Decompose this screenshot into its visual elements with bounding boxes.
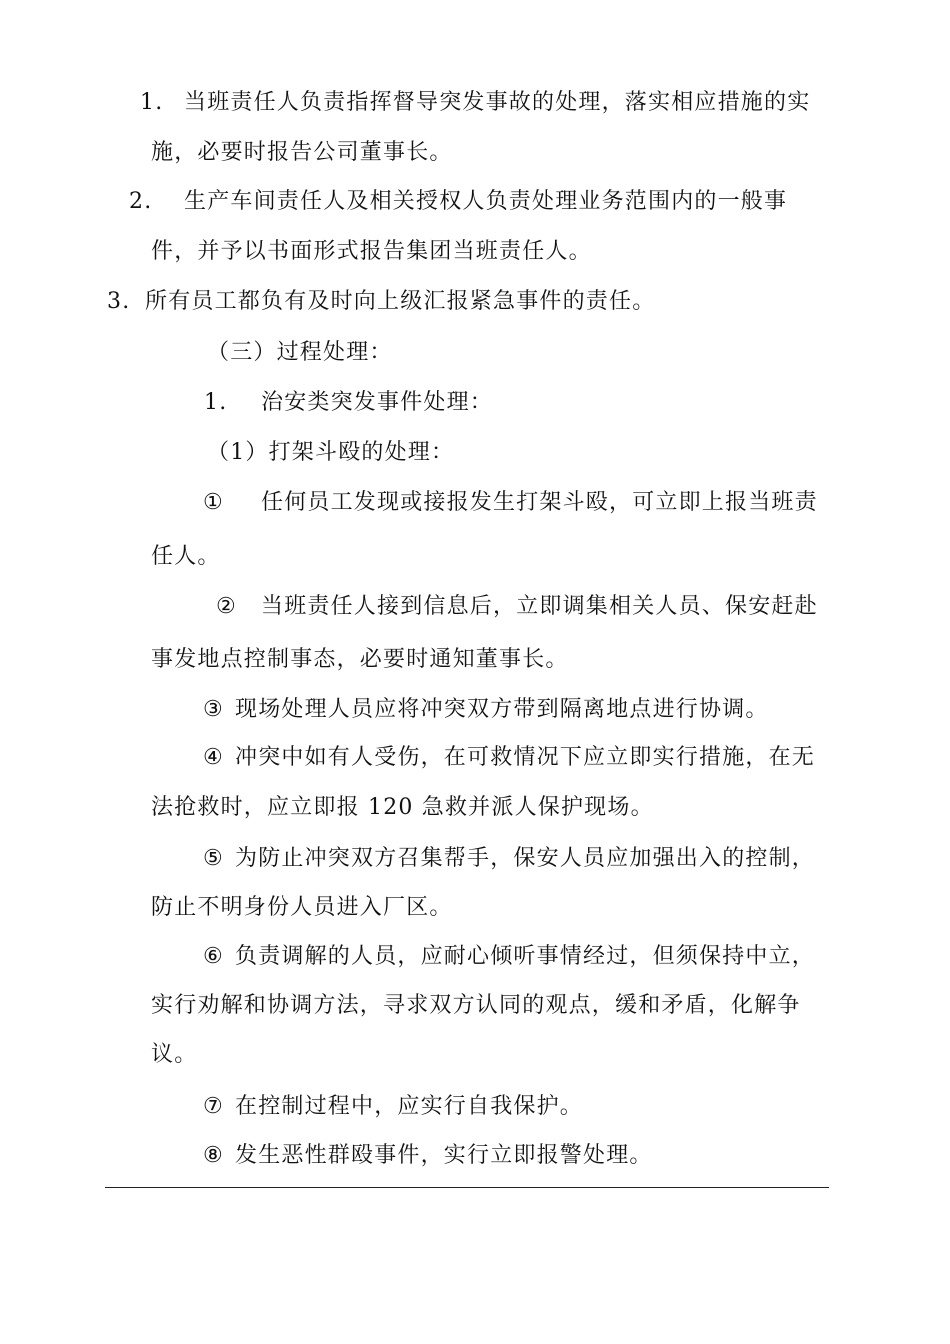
step-text: 冲突中如有人受伤，在可救情况下应立即实行措施，在无 [235, 745, 816, 770]
list-marker: 3. [107, 289, 131, 314]
step-8 [203, 1141, 653, 1171]
step-3 [203, 695, 769, 725]
step-2 [216, 592, 818, 622]
list-item-1 [140, 88, 810, 118]
step-marker: ③ [203, 697, 224, 722]
step-6-continuation-2: 议。 [151, 1042, 198, 1067]
step-text: 当班责任人接到信息后，立即调集相关人员、保安赶赴 [261, 594, 818, 619]
list-item-text: 所有员工都负有及时向上级汇报紧急事件的责任。 [145, 289, 656, 314]
step-text: 现场处理人员应将冲突双方带到隔离地点进行协调。 [235, 697, 769, 722]
step-2-continuation: 事发地点控制事态，必要时通知董事长。 [151, 647, 569, 672]
subsection-text: 治安类突发事件处理： [261, 390, 494, 415]
step-1-continuation: 任人。 [151, 544, 221, 569]
section-heading: （三）过程处理： [207, 340, 393, 365]
list-item-2-continuation: 件，并予以书面形式报告集团当班责任人。 [151, 239, 592, 264]
list-item-text: 生产车间责任人及相关授权人负责处理业务范围内的一般事 [184, 189, 788, 214]
step-6-continuation: 实行劝解和协调方法，寻求双方认同的观点，缓和矛盾，化解争 [151, 993, 801, 1018]
step-text: 在控制过程中，应实行自我保护。 [235, 1094, 584, 1119]
step-marker: ④ [203, 745, 224, 770]
footer-divider [105, 1187, 829, 1188]
subsection-heading [204, 388, 493, 418]
sub-heading: （1）打架斗殴的处理： [207, 440, 455, 465]
list-item-text: 当班责任人负责指挥督导突发事故的处理，落实相应措施的实 [184, 90, 811, 115]
step-text: 发生恶性群殴事件，实行立即报警处理。 [235, 1143, 653, 1168]
step-5-continuation: 防止不明身份人员进入厂区。 [151, 895, 453, 920]
list-item-2 [129, 187, 787, 217]
step-4 [203, 743, 815, 773]
list-item-1-continuation: 施，必要时报告公司董事长。 [151, 140, 453, 165]
step-text: 为防止冲突双方召集帮手，保安人员应加强出入的控制， [235, 846, 816, 871]
step-marker: ⑧ [203, 1143, 224, 1168]
step-marker: ① [203, 490, 224, 515]
step-marker: ⑦ [203, 1094, 224, 1119]
step-5 [203, 844, 815, 874]
step-6 [203, 942, 815, 972]
subsection-marker: 1. [204, 390, 228, 415]
step-marker: ② [216, 594, 237, 619]
list-marker: 1. [140, 90, 164, 115]
step-text: 负责调解的人员，应耐心倾听事情经过，但须保持中立， [235, 944, 816, 969]
step-7 [203, 1092, 583, 1122]
step-4-continuation: 法抢救时，应立即报 120 急救并派人保护现场。 [151, 795, 654, 820]
list-item-3 [107, 287, 655, 317]
step-text: 任何员工发现或接报发生打架斗殴，可立即上报当班责 [261, 490, 818, 515]
step-marker: ⑤ [203, 846, 224, 871]
step-1 [203, 488, 818, 518]
step-marker: ⑥ [203, 944, 224, 969]
list-marker: 2. [129, 189, 153, 214]
